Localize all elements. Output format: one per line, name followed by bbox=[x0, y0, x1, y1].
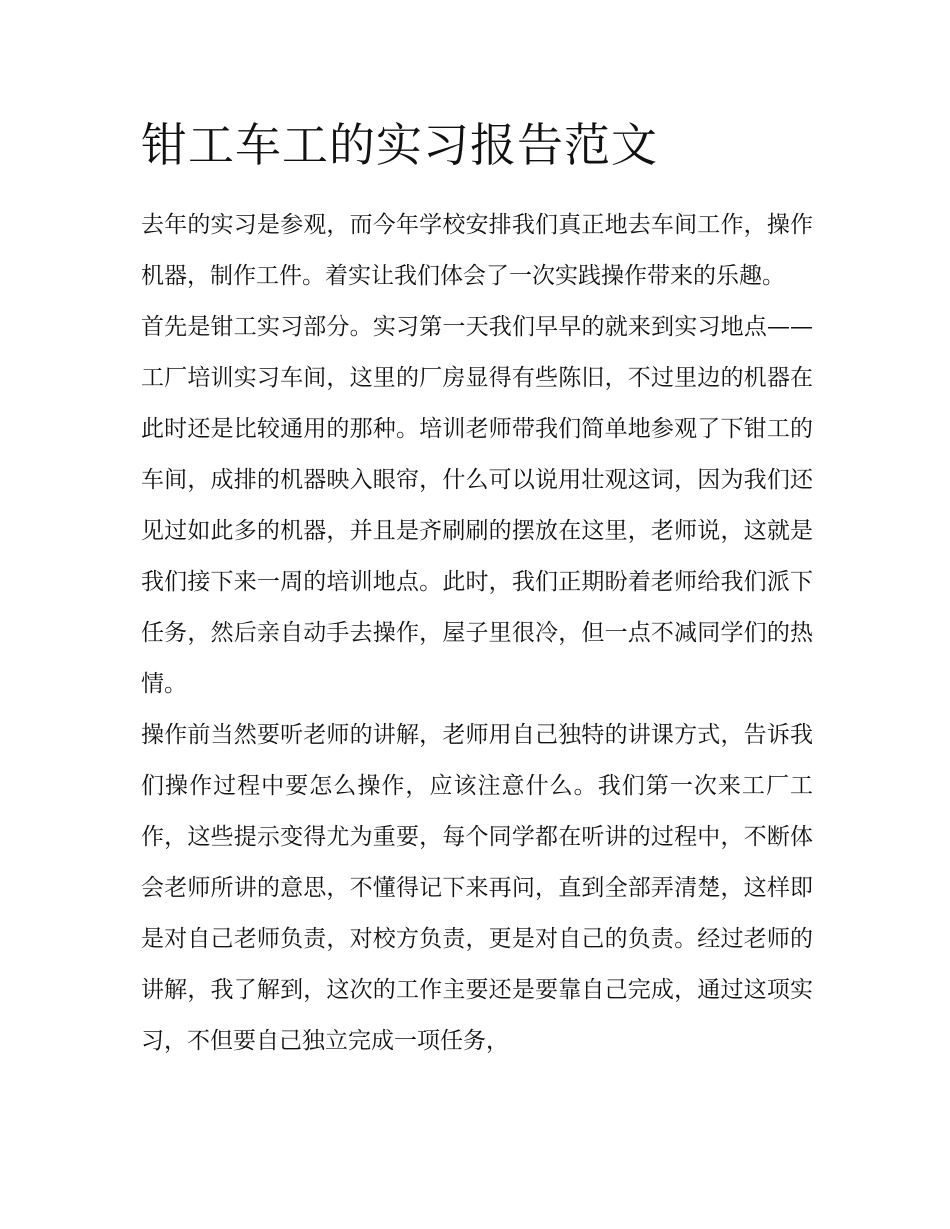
document-content bbox=[141, 112, 813, 1067]
document-body bbox=[141, 200, 813, 1067]
document-title: 钳工车工的实习报告范文 bbox=[141, 118, 658, 172]
paragraph-2: 首先是钳工实习部分。实习第一天我们早早的就来到实习地点——工厂培训实习车间，这里的厂房显得有些陈旧，不过里边的机器在此时还是比较通用的那种。培训老师带我们简单地参观了下钳工的车间，成排的机器映入眼帘，什么可以说用壮观这词，因为我们还见过如此多的机器，并且是齐刷刷的摆放在这里，老师说，这就是我们接下来一周的培训地点。此时，我们正期盼着老师给我们派下任务，然后亲自动手去操作，屋子里很冷，但一点不减同学们的热情。 bbox=[141, 314, 813, 697]
paragraph-3: 操作前当然要听老师的讲解，老师用自己独特的讲课方式，告诉我们操作过程中要怎么操作，应该注意什么。我们第一次来工厂工作，这些提示变得尤为重要，每个同学都在听讲的过程中，不断体会老师所讲的意思，不懂得记下来再问，直到全部弄清楚，这样即是对自己老师负责，对校方负责，更是对自己的负责。经过老师的讲解，我了解到，这次的工作主要还是要靠自己完成，通过这项实习，不但要自己独立完成一项任务， bbox=[141, 722, 813, 1054]
paragraph-1: 去年的实习是参观，而今年学校安排我们真正地去车间工作，操作机器，制作工件。着实让我们体会了一次实践操作带来的乐趣。 bbox=[141, 212, 813, 289]
